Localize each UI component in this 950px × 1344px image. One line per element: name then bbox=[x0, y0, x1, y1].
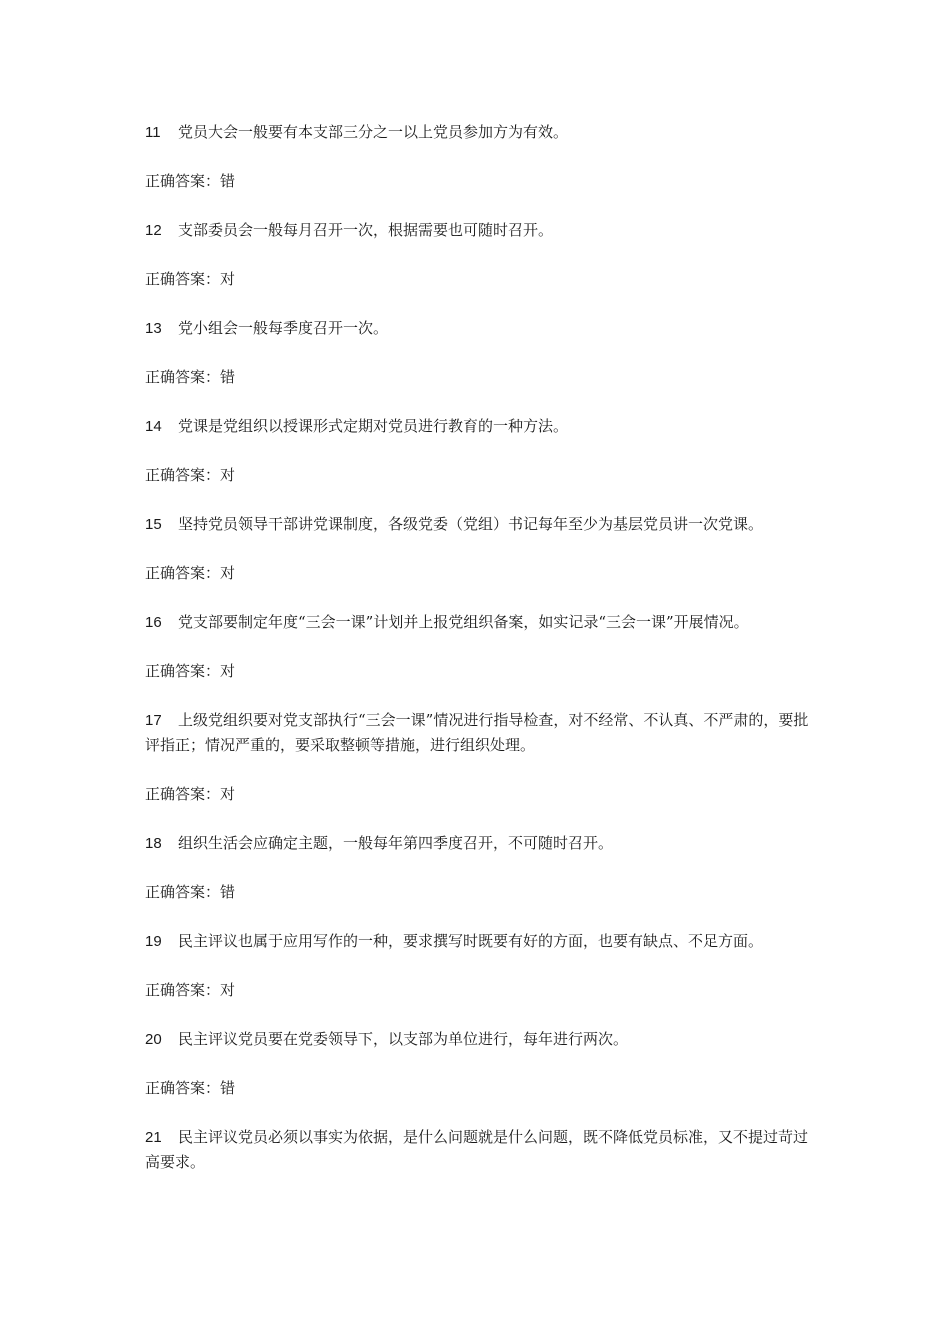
answer-text: 正确答案：对 bbox=[145, 270, 236, 288]
question-number: 16 bbox=[145, 614, 162, 631]
question-number: 17 bbox=[145, 712, 162, 729]
question-item-18 bbox=[145, 831, 810, 905]
question-text bbox=[145, 414, 810, 439]
question-item-12 bbox=[145, 218, 810, 292]
answer-text: 正确答案：错 bbox=[145, 368, 236, 386]
answer-text: 正确答案：对 bbox=[145, 564, 236, 582]
question-item-19 bbox=[145, 929, 810, 1003]
question-number: 21 bbox=[145, 1129, 162, 1146]
question-number: 11 bbox=[145, 124, 161, 141]
question-text bbox=[145, 929, 810, 954]
question-text bbox=[145, 1027, 810, 1052]
question-text bbox=[145, 218, 810, 243]
answer-text: 正确答案：错 bbox=[145, 1079, 236, 1097]
answer-text: 正确答案：对 bbox=[145, 981, 236, 999]
question-body: 坚持党员领导干部讲党课制度，各级党委（党组）书记每年至少为基层党员讲一次党课。 bbox=[178, 515, 764, 533]
answer-text: 正确答案：对 bbox=[145, 466, 236, 484]
question-item-11 bbox=[145, 120, 810, 194]
question-number: 19 bbox=[145, 933, 162, 950]
question-text bbox=[145, 708, 810, 758]
question-body: 民主评议党员要在党委领导下，以支部为单位进行，每年进行两次。 bbox=[178, 1030, 629, 1048]
question-number: 18 bbox=[145, 835, 162, 852]
answer-text: 正确答案：对 bbox=[145, 662, 236, 680]
question-text bbox=[145, 1125, 810, 1175]
answer-text: 正确答案：错 bbox=[145, 883, 236, 901]
question-text bbox=[145, 831, 810, 856]
question-item-20 bbox=[145, 1027, 810, 1101]
question-number: 14 bbox=[145, 418, 162, 435]
question-body: 上级党组织要对党支部执行“三会一课”情况进行指导检查，对不经常、不认真、不严肃的，要批评指正；情况严重的，要采取整顿等措施，进行组织处理。 bbox=[145, 711, 809, 754]
question-item-13 bbox=[145, 316, 810, 390]
question-text bbox=[145, 120, 810, 145]
question-item-14 bbox=[145, 414, 810, 488]
question-item-16 bbox=[145, 610, 810, 684]
question-text bbox=[145, 316, 810, 341]
question-item-15 bbox=[145, 512, 810, 586]
question-number: 12 bbox=[145, 222, 162, 239]
question-body: 党员大会一般要有本支部三分之一以上党员参加方为有效。 bbox=[178, 123, 569, 141]
question-body: 民主评议也属于应用写作的一种，要求撰写时既要有好的方面，也要有缺点、不足方面。 bbox=[178, 932, 764, 950]
question-item-17 bbox=[145, 708, 810, 807]
question-number: 13 bbox=[145, 320, 162, 337]
answer-text: 正确答案：错 bbox=[145, 172, 236, 190]
question-body: 党课是党组织以授课形式定期对党员进行教育的一种方法。 bbox=[178, 417, 569, 435]
answer-text: 正确答案：对 bbox=[145, 785, 236, 803]
question-body: 党支部要制定年度“三会一课”计划并上报党组织备案，如实记录“三会一课”开展情况。 bbox=[178, 613, 749, 631]
question-body: 党小组会一般每季度召开一次。 bbox=[178, 319, 389, 337]
question-body: 组织生活会应确定主题，一般每年第四季度召开，不可随时召开。 bbox=[178, 834, 614, 852]
question-number: 20 bbox=[145, 1031, 162, 1048]
question-number: 15 bbox=[145, 516, 162, 533]
question-text bbox=[145, 512, 810, 537]
question-item-21 bbox=[145, 1125, 810, 1175]
question-text bbox=[145, 610, 810, 635]
question-body: 支部委员会一般每月召开一次，根据需要也可随时召开。 bbox=[178, 221, 554, 239]
document-page bbox=[145, 120, 810, 1199]
question-body: 民主评议党员必须以事实为依据，是什么问题就是什么问题，既不降低党员标准，又不提过苛过高要求。 bbox=[145, 1128, 809, 1171]
